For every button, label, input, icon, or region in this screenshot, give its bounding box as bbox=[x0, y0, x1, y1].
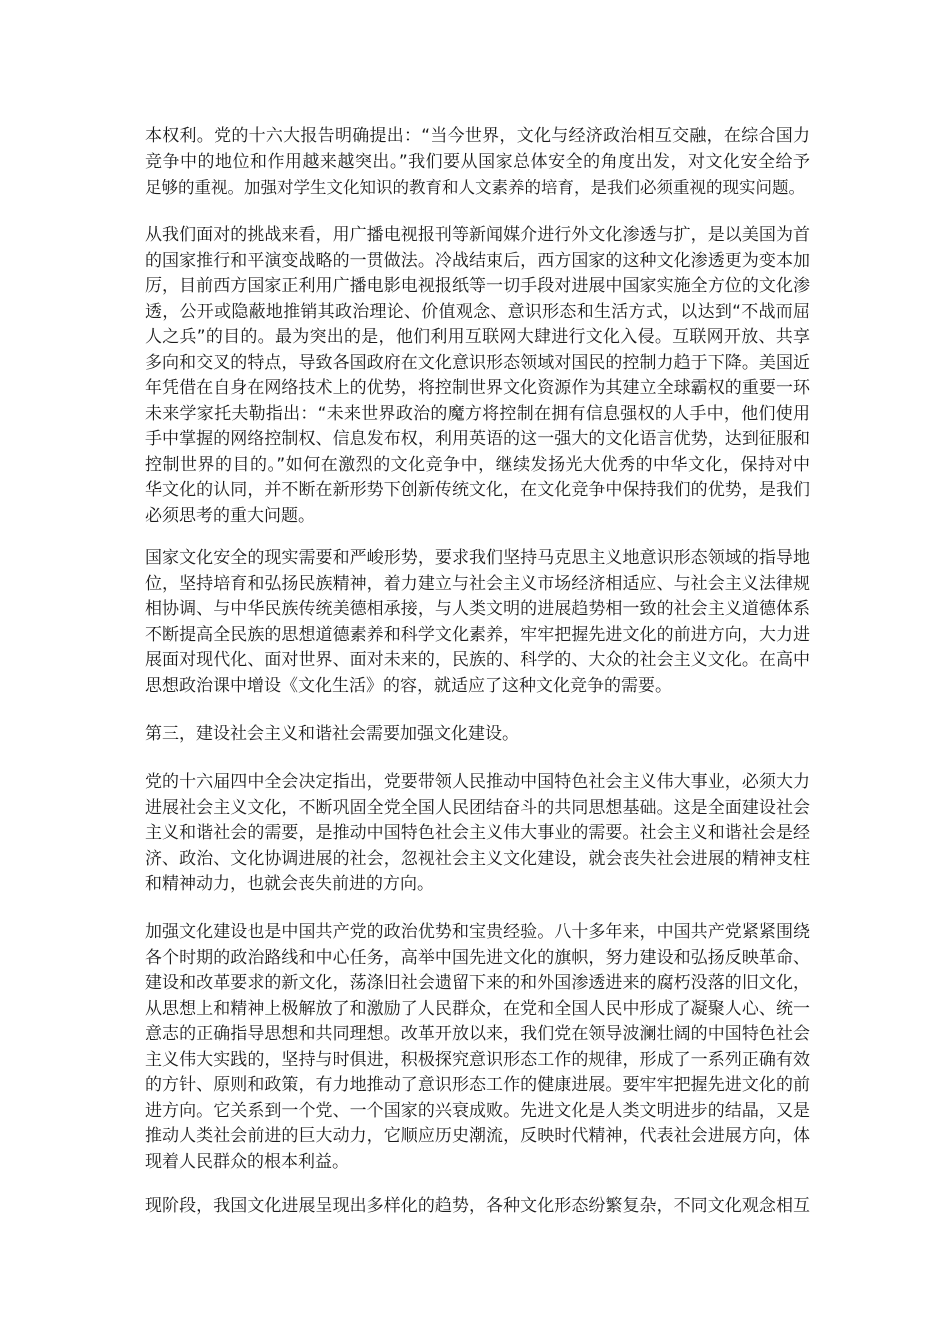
text-line: 加强文化建设也是中国共产党的政治优势和宝贵经验。八十多年来，中国共产党紧紧围绕 bbox=[145, 922, 810, 942]
text-line: 必须思考的重大问题。 bbox=[145, 505, 315, 526]
text-line: 建设和改革要求的新文化，荡涤旧社会遗留下来的和外国渗透进来的腐朽没落的旧文化， bbox=[145, 973, 810, 993]
text-line: 手中掌握的网络控制权、信息发布权，利用英语的这一强大的文化语言优势，达到征服和 bbox=[145, 429, 810, 449]
paragraph-2 bbox=[145, 223, 810, 529]
text-line: 的国家推行和平演变战略的一贯做法。冷战结束后，西方国家的这种文化渗透更为变本加 bbox=[145, 250, 810, 271]
text-line: 国家文化安全的现实需要和严峻形势，要求我们坚持马克思主义地意识形态领域的指导地 bbox=[145, 548, 810, 568]
text-line: 思想政治课中增设《文化生活》的容，就适应了这种文化竞争的需要。 bbox=[145, 675, 672, 696]
text-line: 不断提高全民族的思想道德素养和科学文化素养，牢牢把握先进文化的前进方向，大力进 bbox=[145, 624, 810, 645]
text-line: 位，坚持培育和弘扬民族精神，着力建立与社会主义市场经济相适应、与社会主义法律规 bbox=[145, 573, 810, 594]
text-line: 和精神动力，也就会丧失前进的方向。 bbox=[145, 874, 434, 894]
paragraph-3 bbox=[145, 546, 810, 699]
text-line: 的方针、原则和政策，有力地推动了意识形态工作的健康进展。要牢牢把握先进文化的前 bbox=[145, 1075, 810, 1095]
text-line: 人之兵”的目的。最为突出的是，他们利用互联网大肆进行文化入侵。互联网开放、共享 bbox=[145, 327, 810, 347]
text-line: 主义和谐社会的需要，是推动中国特色社会主义伟大事业的需要。社会主义和谐社会是经 bbox=[145, 823, 810, 843]
text-line: 本权利。党的十六大报告明确提出：“当今世界，文化与经济政治相互交融，在综合国力 bbox=[145, 126, 810, 146]
text-line: 华文化的认同，并不断在新形势下创新传统文化，在文化竞争中保持我们的优势，是我们 bbox=[145, 480, 810, 500]
text-line: 主义伟大实践的，坚持与时俱进，积极探究意识形态工作的规律，形成了一系列正确有效 bbox=[145, 1049, 810, 1070]
text-line: 足够的重视。加强对学生文化知识的教育和人文素养的培育，是我们必须重视的现实问题。 bbox=[145, 178, 805, 197]
text-line: 未来学家托夫勒指出：“未来世界政治的魔方将控制在拥有信息强权的人手中，他们使用 bbox=[145, 403, 810, 424]
paragraph-7 bbox=[145, 1194, 810, 1220]
text-line: 竞争中的地位和作用越来越突出。”我们要从国家总体安全的角度出发，对文化安全给予 bbox=[145, 151, 810, 172]
paragraph-5 bbox=[145, 770, 810, 898]
text-line: 第三，建设社会主义和谐社会需要加强文化建设。 bbox=[145, 724, 519, 744]
paragraph-6 bbox=[145, 920, 810, 1175]
text-line: 推动人类社会前进的巨大动力，它顺应历史潮流，反映时代精神，代表社会进展方向，体 bbox=[145, 1126, 810, 1146]
text-line: 济、政治、文化协调进展的社会，忽视社会主义文化建设，就会丧失社会进展的精神支柱 bbox=[145, 848, 810, 869]
text-line: 各个时期的政治路线和中心任务，高举中国先进文化的旗帜，努力建设和弘扬反映革命、 bbox=[145, 947, 810, 968]
text-line: 进展社会主义文化，不断巩固全党全国人民团结奋斗的共同思想基础。这是全面建设社会 bbox=[145, 797, 810, 818]
text-line: 意志的正确指导思想和共同理想。改革开放以来，我们党在领导波澜壮阔的中国特色社会 bbox=[145, 1024, 810, 1044]
text-line: 控制世界的目的。”如何在激烈的文化竞争中，继续发扬光大优秀的中华文化，保持对中 bbox=[145, 454, 810, 475]
text-line: 多向和交叉的特点，导致各国政府在文化意识形态领域对国民的控制力趋于下降。美国近 bbox=[145, 352, 810, 373]
text-line: 年凭借在自身在网络技术上的优势，将控制世界文化资源作为其建立全球霸权的重要一环 bbox=[145, 378, 810, 398]
paragraph-4 bbox=[145, 722, 810, 748]
text-line: 党的十六届四中全会决定指出，党要带领人民推动中国特色社会主义伟大事业，必须大力 bbox=[145, 772, 810, 792]
text-line: 从思想上和精神上极解放了和激励了人民群众，在党和全国人民中形成了凝聚人心、统一 bbox=[145, 998, 810, 1019]
paragraph-1 bbox=[145, 124, 810, 201]
text-line: 相协调、与中华民族传统美德相承接，与人类文明的进展趋势相一致的社会主义道德体系 bbox=[145, 599, 810, 619]
text-line: 现阶段，我国文化进展呈现出多样化的趋势，各种文化形态纷繁复杂，不同文化观念相互 bbox=[145, 1196, 810, 1216]
text-line: 从我们面对的挑战来看，用广播电视报刊等新闻媒介进行外文化渗透与扩，是以美国为首 bbox=[145, 225, 810, 245]
text-line: 厉，目前西方国家正利用广播电影电视报纸等一切手段对进展中国家实施全方位的文化渗 bbox=[145, 276, 810, 296]
text-line: 进方向。它关系到一个党、一个国家的兴衰成败。先进文化是人类文明进步的结晶，又是 bbox=[145, 1100, 810, 1121]
text-line: 展面对现代化、面对世界、面对未来的，民族的、科学的、大众的社会主义文化。在高中 bbox=[145, 650, 810, 670]
text-line: 透，公开或隐蔽地推销其政治理论、价值观念、意识形态和生活方式，以达到“不战而屈 bbox=[145, 301, 810, 322]
text-line: 现着人民群众的根本利益。 bbox=[145, 1151, 349, 1172]
